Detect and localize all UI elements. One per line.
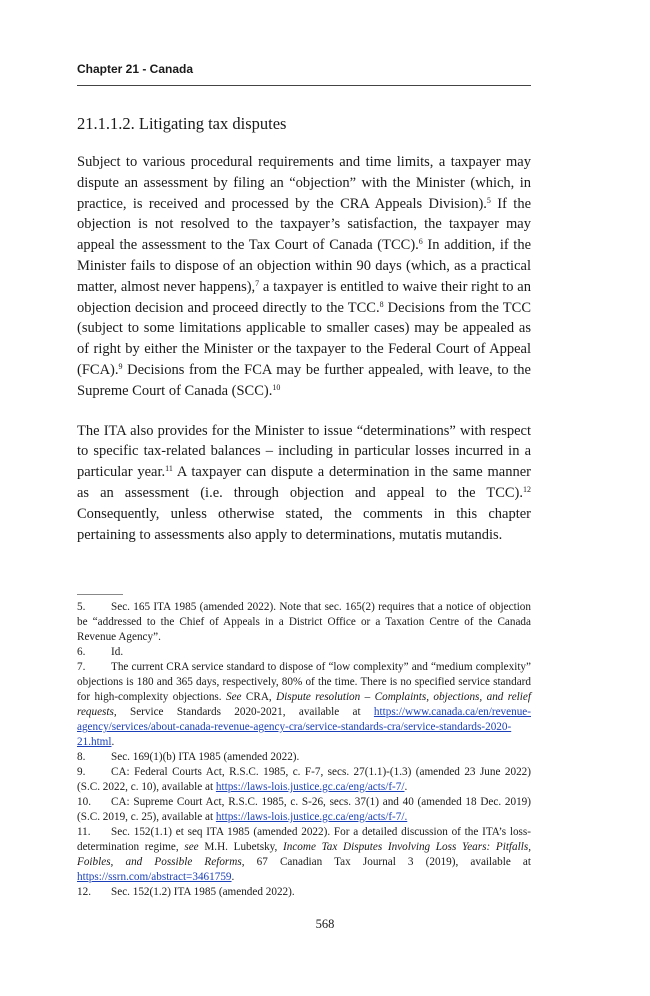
footnote-number: 7. bbox=[77, 661, 86, 673]
paragraph-1 bbox=[77, 152, 531, 402]
footnote-7 bbox=[77, 660, 531, 750]
footnote-12 bbox=[77, 885, 531, 900]
footnote-link[interactable]: https://www.canada.ca/en/revenue-agency/services/about-canada-revenue-agency-cra/service-standards-cra/service-standards-2020-21.html bbox=[77, 706, 531, 748]
footnote-ref-8[interactable]: 8 bbox=[379, 299, 384, 309]
paragraph-2 bbox=[77, 421, 531, 546]
footnote-author: CRA, bbox=[241, 691, 277, 703]
header-divider bbox=[77, 85, 531, 86]
footnote-8 bbox=[77, 750, 531, 765]
footnote-5 bbox=[77, 600, 531, 645]
footnote-availability: Service Standards 2020-2021, available at bbox=[116, 706, 374, 718]
footnote-ref-9[interactable]: 9 bbox=[118, 361, 123, 371]
footnote-ref-7[interactable]: 7 bbox=[255, 278, 260, 288]
p1-text-6: Decisions from the FCA may be further appealed, with leave, to the Supreme Court of Canada (SCC). bbox=[77, 361, 531, 399]
footnote-text: Sec. 169(1)(b) ITA 1985 (amended 2022). bbox=[111, 751, 300, 763]
p1-text-4: a taxpayer is entitled to waive their right to an objection decision and proceed directly to the TCC. bbox=[77, 278, 531, 316]
footnote-text: Id. bbox=[111, 646, 124, 658]
footnote-ref-11[interactable]: 11 bbox=[165, 464, 173, 474]
p2-text-1: The ITA also provides for the Minister to issue “determinations” with respect to specific tax-related balances – including in particular losses incurred in a particular year. bbox=[77, 422, 531, 481]
footnote-ref-10[interactable]: 10 bbox=[272, 382, 281, 392]
footnote-end: . bbox=[404, 781, 408, 793]
footnote-9 bbox=[77, 765, 531, 795]
footnote-see: See bbox=[225, 691, 242, 703]
footnote-text: Sec. 152(1.1) et seq ITA 1985 (amended 2022). For a detailed discussion of the ITA’s loss-determination regime, bbox=[77, 826, 531, 853]
p2-text-2: A taxpayer can dispute a determination in the same manner as an assessment (i.e. through objection and appeal to the TCC). bbox=[77, 464, 531, 501]
footnote-number: 5. bbox=[77, 601, 86, 613]
footnote-number: 10. bbox=[77, 796, 91, 808]
footnote-number: 11. bbox=[77, 826, 91, 838]
footnote-end: . bbox=[111, 736, 115, 748]
footnote-ref-6[interactable]: 6 bbox=[418, 237, 423, 247]
p1-text-5: Decisions from the TCC (subject to some limitations applicable to smaller cases) may be appealed as of right by either the Minister or the taxpayer to the Federal Court of Appeal (FCA). bbox=[77, 299, 531, 378]
footnote-author: M.H. Lubetsky, bbox=[198, 841, 284, 853]
footnote-ref-5[interactable]: 5 bbox=[486, 195, 491, 205]
footnote-text: The current CRA service standard to dispose of “low complexity” and “medium complexity” objections is 180 and 365 days, respectively, 80% of the time. There is no specified service standard for high-complexity objections. bbox=[77, 661, 531, 703]
footnote-link[interactable]: https://laws-lois.justice.gc.ca/eng/acts/f-7/ bbox=[215, 781, 405, 793]
p1-text-1: Subject to various procedural requirements and time limits, a taxpayer may dispute an assessment by filing an “objection” with the Minister (which, in practice, is received and processed by the CRA Appeals Division). bbox=[77, 154, 531, 212]
footnote-11 bbox=[77, 825, 531, 885]
footnote-number: 9. bbox=[77, 766, 86, 778]
body-text bbox=[77, 152, 531, 564]
footnote-10 bbox=[77, 795, 531, 825]
footnote-link[interactable]: https://ssrn.com/abstract=3461759 bbox=[77, 871, 232, 883]
footnote-number: 12. bbox=[77, 886, 91, 898]
page-number: 568 bbox=[315, 917, 335, 931]
footnote-link[interactable]: https://laws-lois.justice.gc.ca/eng/acts/f-7/. bbox=[215, 811, 408, 823]
footnote-text: Sec. 165 ITA 1985 (amended 2022). Note that sec. 165(2) requires that a notice of objection be “addressed to the Chief of Appeals in a District Office or a Taxation Centre of the Canada Revenue Agency”. bbox=[77, 601, 531, 643]
footnote-see: see bbox=[184, 841, 199, 853]
footnotes bbox=[77, 600, 531, 900]
footnote-journal: , 67 Canadian Tax Journal 3 (2019), available at bbox=[241, 856, 531, 868]
footnote-6 bbox=[77, 645, 531, 660]
footnote-number: 6. bbox=[77, 646, 86, 658]
footnote-number: 8. bbox=[77, 751, 86, 763]
section-title: 21.1.1.2. Litigating tax disputes bbox=[77, 114, 287, 133]
p1-text-2: If the objection is not resolved to the taxpayer’s satisfaction, the taxpayer may appeal the assessment to the Tax Court of Canada (TCC). bbox=[77, 195, 532, 254]
footnote-text: Sec. 152(1.2) ITA 1985 (amended 2022). bbox=[111, 886, 295, 898]
footnote-divider bbox=[77, 594, 123, 595]
p2-text-3: Consequently, unless otherwise stated, the comments in this chapter pertaining to assessments also apply to determinations, mutatis mutandis. bbox=[77, 505, 531, 543]
footnote-ref-12[interactable]: 12 bbox=[523, 484, 531, 494]
footnote-title: Income Tax Disputes Involving Loss Years: Pitfalls, Foibles, and Possible Reforms bbox=[77, 841, 531, 868]
chapter-header: Chapter 21 - Canada bbox=[77, 62, 194, 76]
footnote-text: CA: Federal Courts Act, R.S.C. 1985, c. F-7, secs. 27(1.1)-(1.3) (amended 23 June 2022) (S.C. 2022, c. 10), available at bbox=[77, 766, 531, 793]
footnote-end: . bbox=[231, 871, 235, 883]
footnote-text: CA: Supreme Court Act, R.S.C. 1985, c. S-26, secs. 37(1) and 40 (amended 18 Dec. 2019) (S.C. 2019, c. 25), available at bbox=[77, 796, 531, 823]
p1-text-3: In addition, if the Minister fails to dispose of an objection within 90 days (which, as a practical matter, almost never happens), bbox=[77, 237, 532, 295]
footnote-title: Dispute resolution – Complaints, objections, and relief requests, bbox=[77, 691, 531, 718]
